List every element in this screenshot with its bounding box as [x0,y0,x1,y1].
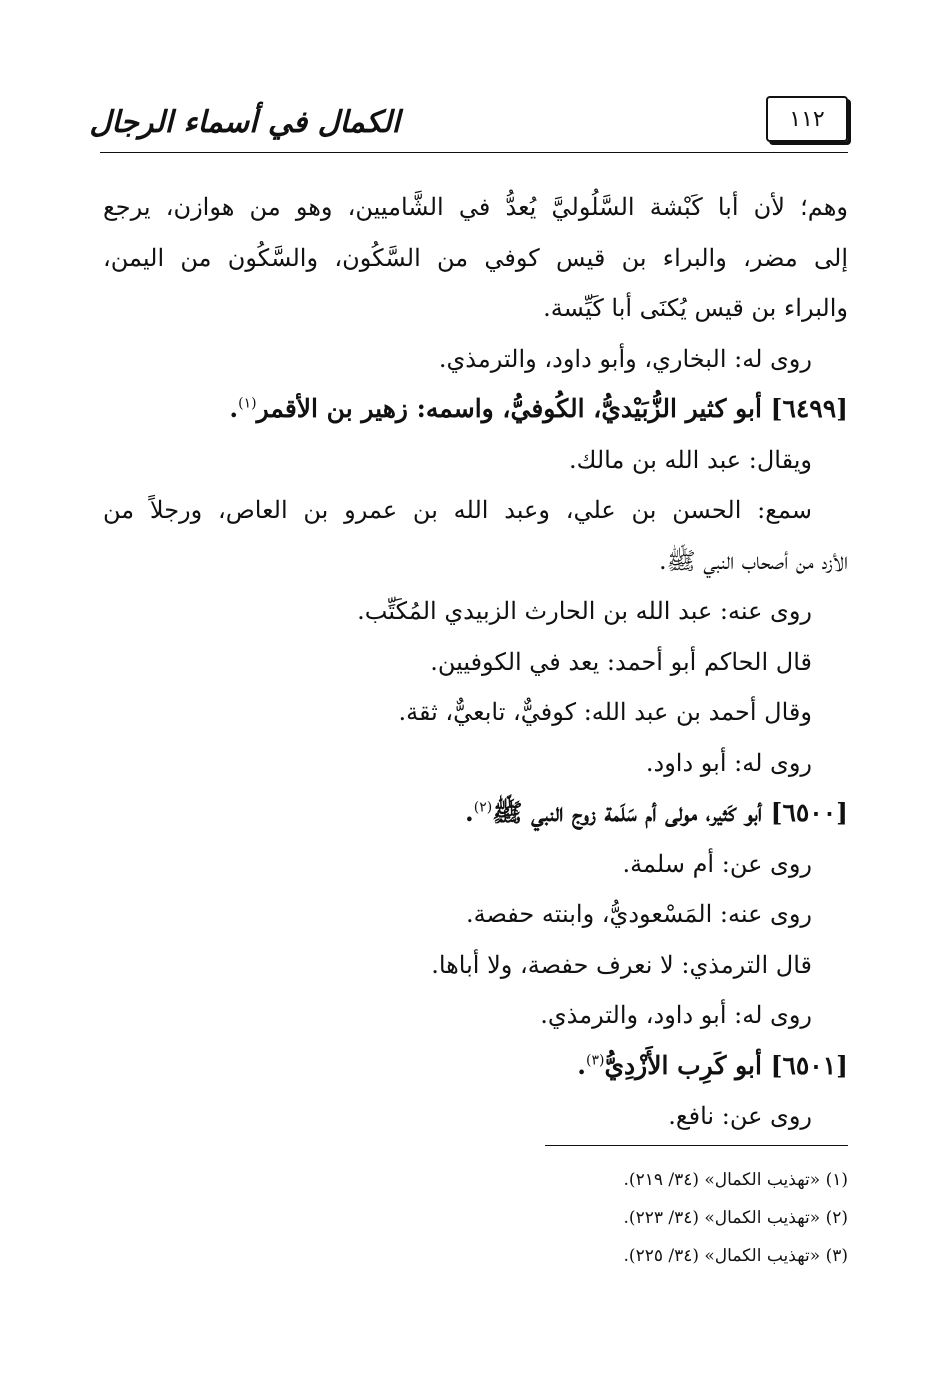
entry-heading-end: . [577,1050,586,1080]
footnote-ref: (٢) [473,799,493,816]
footnotes [103,1161,848,1275]
book-title: الكمال في أسماء الرجال [89,105,400,140]
footnote-ref: (٣) [586,1052,605,1069]
text-line: ويقال: عبد الله بن مالك. [569,445,812,474]
entry-heading-end: . [465,798,474,827]
text-line: روى عن: نافع. [668,1102,812,1130]
footnote: (٣) «تهذيب الكمال» (٣٤/ ٢٢٥). [623,1246,848,1266]
entry-heading-text: [٦٥٠١] أبو كَرِب الأَزْدِيُّ [604,1050,848,1080]
entry-heading-end: . [229,394,239,423]
text-line: روى له: أبو داود. [645,748,812,777]
text-line: قال الحاكم أبو أحمد: يعد في الكوفيين. [430,647,812,676]
text-line: روى له: البخاري، وأبو داود، والترمذي. [438,344,812,373]
entry-heading-6499 [103,384,848,435]
entry-heading-6501 [103,1041,848,1092]
footnote: (٢) «تهذيب الكمال» (٣٤/ ٢٢٣). [623,1208,848,1228]
footnote-ref: (١) [238,395,257,412]
text-line: روى عنه: عبد الله بن الحارث الزبيدي المُكَتِّب. [357,597,812,625]
text-line: إلى مضر، والبراء بن قيس كوفي من السَّكُون، والسَّكُون من اليمن، [103,243,848,272]
text-line: والبراء بن قيس يُكنَى أبا كَيِّسة. [543,294,848,322]
footnote-separator [545,1145,848,1146]
text-line: وقال أحمد بن عبد الله: كوفيٌّ، تابعيٌّ، ثقة. [398,698,812,726]
text-line: الأزد من أصحاب النبي ﷺ. [658,546,848,575]
text-line: روى عنه: المَسْعوديُّ، وابنته حفصة. [465,900,812,928]
text-line: سمع: الحسن بن علي، وعبد الله بن عمرو بن العاص، ورجلاً من [103,496,812,524]
page-number: ١١٢ [766,96,848,142]
text-line: وهم؛ لأن أبا كَبْشة السَّلُوليَّ يُعدُّ في الشَّاميين، وهو من هوازن، يرجع [103,193,848,221]
page-header [89,90,848,160]
entry-heading-text: [٦٤٩٩] أبو كثير الزُّبَيْديُّ، الكُوفيُّ، واسمه: زهير بن الأقمر [256,394,848,423]
text-line: روى عن: أم سلمة. [622,849,812,878]
entry-heading-text: [٦٥٠٠] أبو كَثير، مولى أم سَلَمة زوج النبي ﷺ [492,798,848,827]
header-rule [100,152,848,153]
text-line: روى له: أبو داود، والترمذي. [540,1001,812,1029]
footnote: (١) «تهذيب الكمال» (٣٤/ ٢١٩). [623,1170,848,1190]
text-line: قال الترمذي: لا نعرف حفصة، ولا أباها. [431,950,812,979]
page-body [103,182,848,1142]
entry-heading-6500 [103,788,848,839]
